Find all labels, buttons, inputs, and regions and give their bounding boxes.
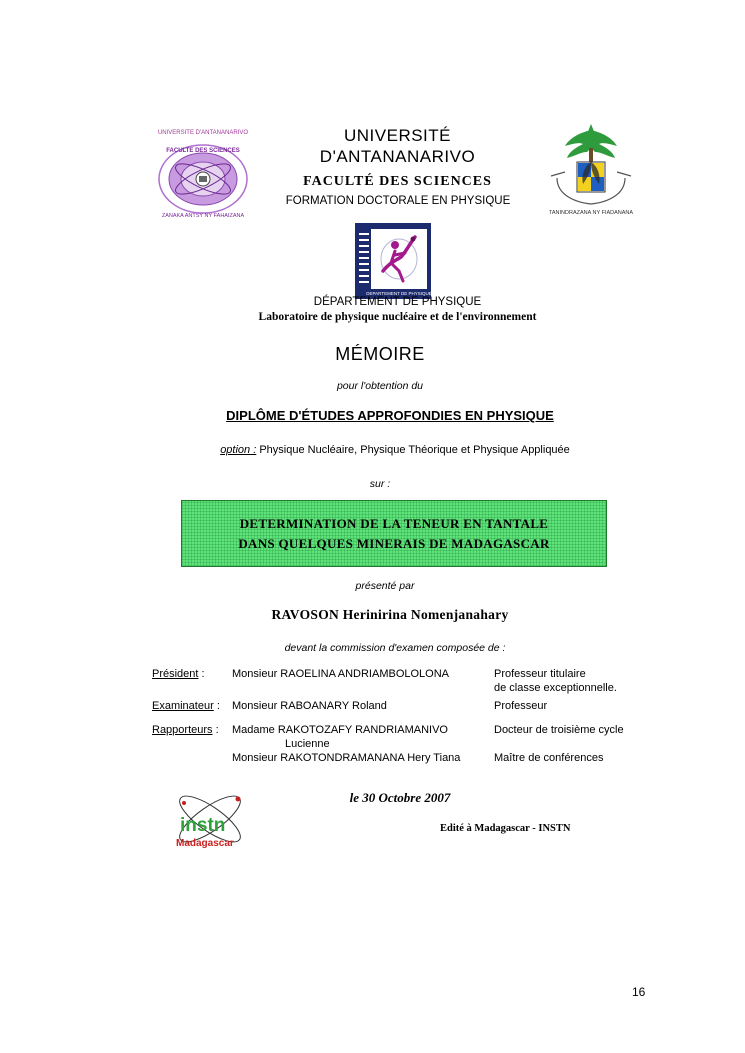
examiner-name: Monsieur RABOANARY Roland	[232, 700, 387, 712]
option-label: option :	[220, 444, 257, 456]
option-value: Physique Nucléaire, Physique Théorique et Physique Appliquée	[259, 444, 570, 456]
rapporteurs-role: Rapporteurs :	[152, 724, 219, 736]
president-role: Président :	[152, 668, 205, 680]
svg-text:UNIVERSITE D'ANTANANARIVO: UNIVERSITE D'ANTANANARIVO	[157, 130, 249, 136]
sur-text: sur :	[369, 478, 391, 490]
edited-in-text: Edité à Madagascar - INSTN	[440, 823, 571, 834]
rapporteur-1-title: Docteur de troisième cycle	[494, 724, 624, 736]
formation-name: FORMATION DOCTORALE EN PHYSIQUE	[285, 195, 511, 207]
examiner-title: Professeur	[494, 700, 548, 712]
faculty-seal-logo	[155, 127, 251, 219]
svg-text:FACULTE DES SCIENCES: FACULTE DES SCIENCES	[166, 148, 240, 154]
instn-logo	[168, 785, 250, 857]
page-number: 16	[632, 985, 646, 999]
department-name: DÉPARTEMENT DE PHYSIQUE	[313, 296, 482, 308]
defense-date: le 30 Octobre 2007	[349, 790, 451, 805]
thesis-title-line-2: DANS QUELQUES MINERAIS DE MADAGASCAR	[238, 536, 550, 551]
committee-intro: devant la commission d'examen composée de :	[284, 642, 506, 654]
option-line	[150, 444, 640, 456]
rapporteur-2-name: Monsieur RAKOTONDRAMANANA Hery Tiana	[232, 752, 461, 764]
coat-of-arms-logo	[543, 122, 639, 218]
examiner-role: Examinateur :	[152, 700, 220, 712]
rapporteur-2-title: Maître de conférences	[494, 752, 604, 764]
rapporteur-1-name: Madame RAKOTOZAFY RANDRIAMANIVO	[232, 724, 448, 736]
svg-text:Madagascar: Madagascar	[176, 838, 234, 849]
svg-text:TANINDRAZANA NY FIADANANA: TANINDRAZANA NY FIADANANA	[548, 210, 634, 216]
document-type: MÉMOIRE	[335, 344, 425, 364]
president-title-1: Professeur titulaire	[494, 668, 586, 680]
laboratory-name: Laboratoire de physique nucléaire et de l'environnement	[258, 311, 537, 323]
presented-by-text: présenté par	[355, 580, 415, 592]
president-title-2: de classe exceptionnelle.	[494, 682, 617, 694]
thesis-title-line-1: DETERMINATION DE LA TENEUR EN TANTALE	[239, 516, 549, 531]
physics-department-logo	[355, 223, 431, 299]
rapporteur-1-name-cont: Lucienne	[285, 738, 330, 750]
thesis-title-box	[181, 500, 607, 567]
university-name	[270, 125, 525, 167]
university-line-1: UNIVERSITÉ	[343, 126, 452, 145]
author-name: RAVOSON Herinirina Nomenjanahary	[271, 607, 509, 622]
svg-text:DEPARTEMENT DE PHYSIQUE: DEPARTEMENT DE PHYSIQUE	[366, 291, 431, 296]
university-line-2: D'ANTANANARIVO	[319, 147, 476, 166]
svg-text:FACULTE DES SCIENCES: FACULTE DES SCIENCES	[371, 228, 427, 233]
president-name: Monsieur RAOELINA ANDRIAMBOLOLONA	[232, 668, 450, 680]
diploma-name: DIPLÔME D'ÉTUDES APPROFONDIES EN PHYSIQUE	[226, 408, 554, 423]
purpose-text: pour l'obtention du	[336, 380, 424, 392]
svg-text:instn: instn	[180, 815, 226, 836]
svg-text:ZANAKA ANTSY NY FAHAIZANA: ZANAKA ANTSY NY FAHAIZANA	[161, 213, 245, 219]
faculty-name: FACULTÉ DES SCIENCES	[303, 174, 492, 189]
